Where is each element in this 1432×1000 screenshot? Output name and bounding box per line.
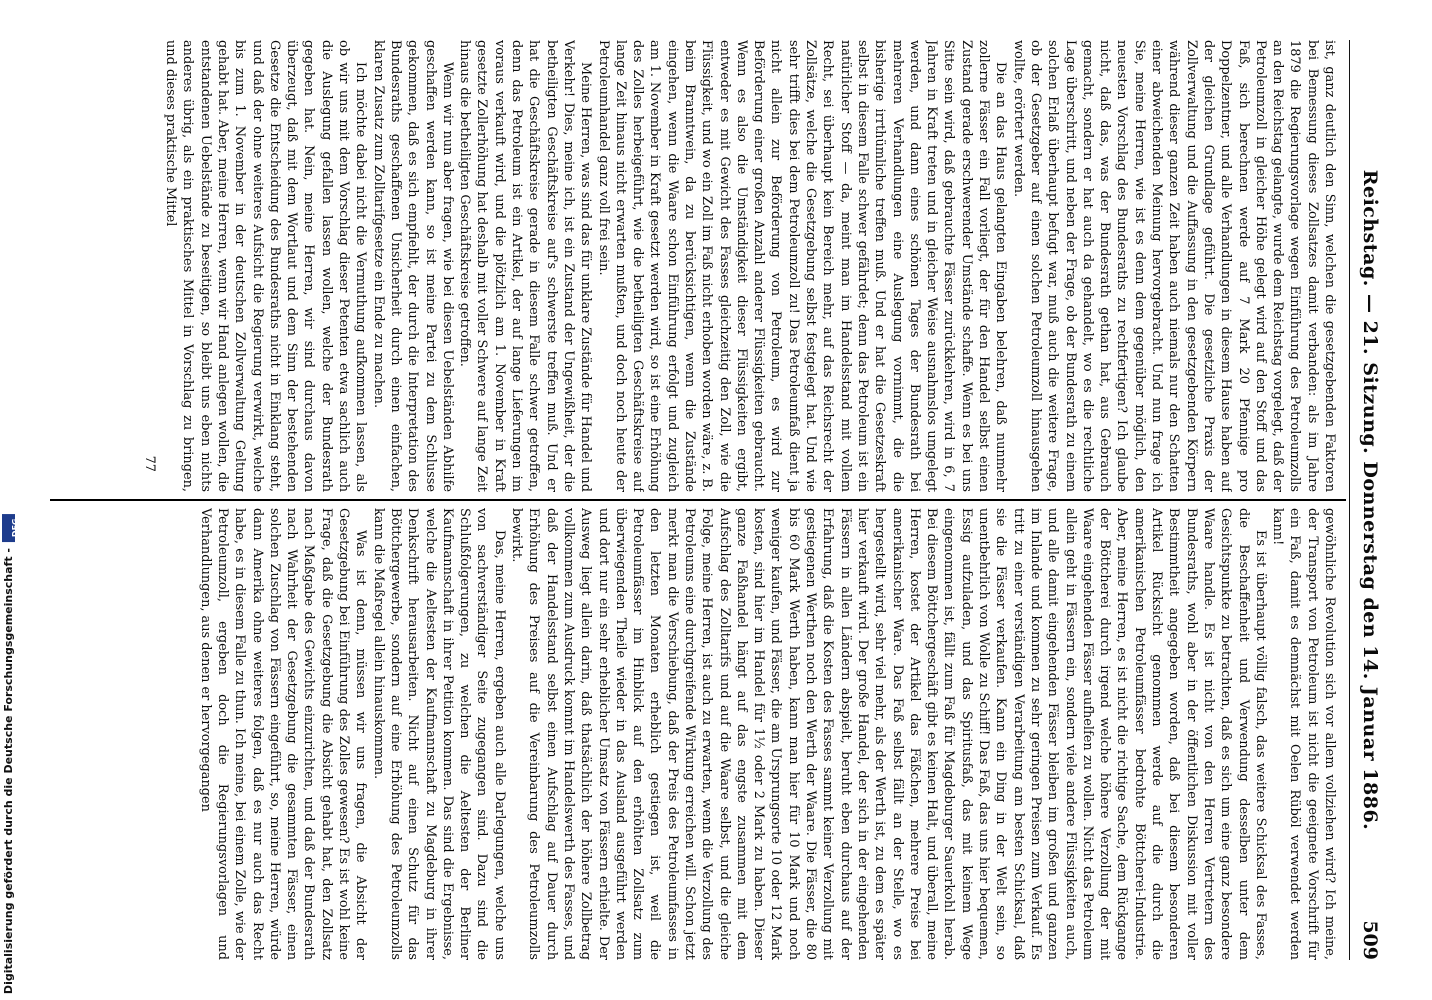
- column-divider: [50, 499, 1346, 501]
- paragraph: Meine Herren, was sind das für unklare Zustände für Handel und Verkehr! Dies, meine ich, ist ein Zustand der Ungewißheit, der die betheiligten Geschäftskreise auf's schwerste treffen muß. Und er hat die Geschäftskreise gerade in diesem Falle schwer getroffen, denn das Petroleum ist ein Artikel, der auf lange Lieferungen im voraus verkauft wird, und die plötzlich am 1. November in Kraft gesetzte Zollerhöhung hat deshalb mit voller Schwere auf lange Zeit hinaus die betheiligten Geschäftskreise getroffen.: [457, 40, 594, 492]
- paragraph: Das, meine Herren, ergeben auch alle Darlegungen, welche uns von sachverständiger Seite zugegangen sind. Dazu sind die Schlußfolgerungen, zu welchen die Aeltesten der Berliner Kaufmannschaft in ihrer Petition kommen. Das sind die Ergebnisse, welche die Aeltesten der Kaufmannschaft zu Magdeburg in ihrer Denkschrift herausarbeiten. Nicht auf einen Schutz für das Böttchergewerbe, sondern auf eine Erhöhung des Petroleumzolls kann die Maßregel allein hinauskommen.: [370, 508, 507, 960]
- digitization-credit: [2, 514, 20, 994]
- credit-text: Digitalisierung gefördert durch die Deutsche Forschungsgemeinschaft -: [2, 547, 15, 994]
- text-column-left: [56, 40, 1338, 492]
- page-title: Reichstag. — 21. Sitzung. Donnerstag den 14. Januar 1886.: [1359, 169, 1381, 831]
- paragraph: Was ist denn, müssen wir uns fragen, die Absicht der Gesetzgebung bei Einführung des Zolles gewesen? Es ist wohl keine Frage, daß die Gesetzgebung die Absicht gehabt hat, den Zollsatz nach Maßgabe des Gewichts einzurichten, und daß der Bundesrath nach Wahrheit der Gesetzgebung die gesammten Fässer, einen solchen Zuschlag von Fässern eingeführt, so, meine Herren, würde dann Amerika ohne weiteres folgen, daß es nur auch das Recht habe, es in diesem Falle zu thun. Ich meine, bei einem Zolle, wie der Petroleumzoll, ergeben doch die Regierungsvorlagen und Verhandlungen, aus denen er hervorgegangen: [197, 508, 369, 960]
- scanned-page: [26, 10, 1406, 990]
- paragraph: gewöhnliche Revolution sich vor allem vollziehen wird? Ich meine, der Transport von Petroleum ist nicht die geeignete Vorschrift für ein Faß, damit es demnächst mit Oelen Rüböl verwendet werden kann!: [1270, 508, 1337, 960]
- page-number: 509: [1359, 920, 1381, 960]
- paragraph: Wenn wir nun aber fragen, wie bei diesen Uebelständen Abhilfe geschaffen werden kann, so ist meine Partei zu dem Schlusse gekommen, daß es sich empfiehlt, der durch die Interpretation des Bundesraths geschaffenen Unsicherheit durch einen einfachen, klaren Zusatz zum Zolltarifgesetze ein Ende zu machen.: [370, 40, 455, 492]
- text-column-right: [56, 508, 1338, 960]
- page-header: [1356, 40, 1384, 960]
- paragraph: ist, ganz deutlich den Sinn, welchen die gesetzgebenden Faktoren bei Bemessung dieses Zollsatzes damit verbanden: als im Jahre 1879 die Regierungsvorlage wegen Einführung des Petroleumzolls an den Reichstag gelangte, wurde dem Reichstag vorgelegt, daß der Petroleumzoll in gleicher Höhe gelegt wird auf den Stoff und das Faß, sich berechnen werde auf 7 Mark 20 Pfennige pro Doppelzentner, und alle Verhandlungen in diesem Hause haben auf der gleichen Grundlage geführt. Die gesetzliche Praxis der Zollverwaltung und die Auffassung in den gesetzgebenden Körpern während dieser ganzen Zeit haben auch niemals nur den Schatten einer abweichenden Meinung hervorgebracht. Und nun frage ich Sie, meine Herren, wie ist es denn dem gegenüber möglich, den neuesten Vorschlag des Bundesraths zu rechtfertigen? Ich glaube nicht, daß das, was der Bundesrath gethan hat, aus Gebrauch gemacht, sondern er hat auch da gehandelt, wo es die rechtliche Lage überschritt, und neben der Frage, ob der Bundesrath zu einem solchen Erlaß überhaupt befugt war, muß auch die weitere Frage, ob der Gesetzgeber auf einen solchen Petroleumzoll hinausgehen wollte, erörtert werden.: [1010, 40, 1337, 492]
- header-rule: [1349, 40, 1350, 960]
- paragraph: Es ist überhaupt völlig falsch, das weitere Schicksal des Fasses, die Beschaffenheit und Verwendung desselben unter dem Gesichtspunkte zu betrachten, daß es sich um eine ganz besondere Waare handle. Es ist nicht von den Herren Vertretern des Bundesraths, wohl aber in der öffentlichen Diskussion mit voller Bestimmtheit angegeben worden, daß bei diesem besonderen Artikel Rücksicht genommen werde auf die durch die amerikanischen Petroleumfässer bedrohte Böttcherei-Industrie. Aber, meine Herren, es ist nicht die richtige Sache, dem Rückgange der Böttcherei durch irgend welche höhere Verzollung der mit Waare eingehenden Fässer aufhelfen zu wollen. Nicht das Petroleum allein geht in Fässern ein, sondern viele andere Flüssigkeiten auch, und alle damit eingehenden Fässer bleiben im großen und ganzen im Inlande und kommen zu sehr geringen Preisen zum Verkauf. Es tritt zu einer verständigen Verarbeitung am besten Schicksal, daß sie die Fässer verkaufen. Kann ein Ding in der Welt sein, so unentbehrlich von Wolle zu Schiff! Das Faß, das uns hier bequemen, Essig aufzuladen, und das Spiritusfaß, das mit keinem Wege eingenommen ist, fällt zum Faß für Magdeburger Sauerkohl herab. Bei diesem Böttchergeschäft gibt es keinen Halt, und überall, meine Herren, kostet der Artikel das Fäßchen, mehrere Preise bei amerikanischer Ware. Das Faß selbst fällt an der Stelle, wo es hergestellt wird, sehr viel mehr, als der Werth ist, zu dem es später hier verkauft wird. Der große Handel, der sich in der eingehenden Fässern in allen Ländern abspielt, beruht eben durchaus auf der Erfahrung, daß die Kosten des Fasses sammt keiner Verzollung mit gestiegenen Werthen noch den Werth der Waare. Die Fässer, die 80 bis 60 Mark Werth haben, kann man hier für 10 Mark und noch weniger kaufen, und Fässer, die am Ursprungsorte 10 oder 12 Mark kosten, sind hier im Handel für 1½ oder 2 Mark zu haben. Dieser ganze Faßhandel hängt auf das engste zusammen mit dem Aufschlag des Zolltarifs und auf die Waare selbst, und die gleiche Folge, meine Herren, ist auch zu erwarten, wenn die Verzollung des Petroleums eine durchgreifende Wirkung erreichen will. Schon jetzt merkt man die Verschiebung, daß der Preis des Petroleumfasses in den letzten Monaten erheblich gestiegen ist, weil die Petroleumfässer im Hinblick auf den erhöhten Zollsatz zum überwiegenden Theile wieder in das Ausland ausgeführt werden und dort nur ein sehr erheblicher Umsatz von Fässern erhielte. Der Ausweg liegt allein darin, daß thatsächlich der höhere Zollbetrag vollkommen zum Ausdruck kommt im Handelswerth des Fasses, und daß der Handelsstand selbst einen Aufschlag auf Dauer durch Erhöhung des Preises auf die Vereinbarung des Petroleumzolls bewirkt.: [509, 508, 1268, 960]
- dfg-logo: DFG: [2, 514, 15, 542]
- paragraph: Die an das Haus gelangten Eingaben belehren, daß nunmehr zollerne Fässer ein Fall vorliegt, der für den Handel selbst einen Zustand gerade erschwerender Umstände schaffe. Wenn es bei uns Sitte sein wird, daß gebrauchte Fässer zurückkehren, wird in 6, 7 Jahren in Kraft treten und in gleicher Weise ausnahmslos umgelegt werden, und dann eines schönen Tages der Bundesrath bei mehreren Verhandlungen eine Auslegung vornimmt, die die bisherige irrthümliche treffen muß. Und er hat die Gesetzeskraft selbst in diesem Falle schwer gefährdet; denn das Petroleum ist ein natürlicher Stoff — da, meint man im Handelsstand mit vollem Recht, sei überhaupt kein Bereich mehr, auf das Reichsrecht der Zollsätze, welche die Gesetzgebung selbst festgelegt hat. Und wie sehr trifft dies bei dem Petroleumzoll zu! Das Petroleumfaß dient ja nicht allein zur Beförderung von Petroleum, es wird zur Beförderung einer großen Anzahl anderer Flüssigkeiten gebraucht. Wenn es also die Umständigkeit dieser Flüssigkeiten ergibt, entweder es mit Gewicht des Fasses gleichzeitig den Zoll, wie die Flüssigkeit, und wo ein Zoll im Faß nicht erhoben worden wäre, z. B. beim Branntwein, da zu berücksichtigen, wenn die Zustände eingehen, wenn die Waare schon Einführung erfolgt und zugleich am 1. November in Kraft gesetzt werden wird, so ist eine Erhöhung des Zolles herbeigeführt, wie die betheiligten Geschäftskreise auf lange Zeit hinaus nicht erwarten mußten, und doch noch heute der Petroleumhandel ganz voll frei sein.: [595, 40, 1009, 492]
- paragraph: Ich möchte dabei nicht die Vermuthung aufkommen lassen, als ob wir uns mit dem Vorschlag dieser Petenten etwa sachlich auch die Auslegung gefallen lassen wollen, welche der Bundesrath gegeben hat. Nein, meine Herren, wir sind durchaus davon überzeugt, daß mit dem Wortlaut und dem Sinn der bestehenden Gesetze die Entscheidung des Bundesraths nicht in Einklang steht, und daß der ohne weiteres Aufsicht die Regierung verwirkt, welche bis zum 1. November in der deutschen Zollverwaltung Geltung gehabt hat. Aber, meine Herren, wenn wir Hand anlegen wollen, die entstandenen Uebelstände zu beseitigen, so bleibt uns eben nichts anderes übrig, als ein praktisches Mittel in Vorschlag zu bringen, und dieses praktische Mittel: [163, 40, 369, 492]
- signature-number: 77: [141, 455, 157, 472]
